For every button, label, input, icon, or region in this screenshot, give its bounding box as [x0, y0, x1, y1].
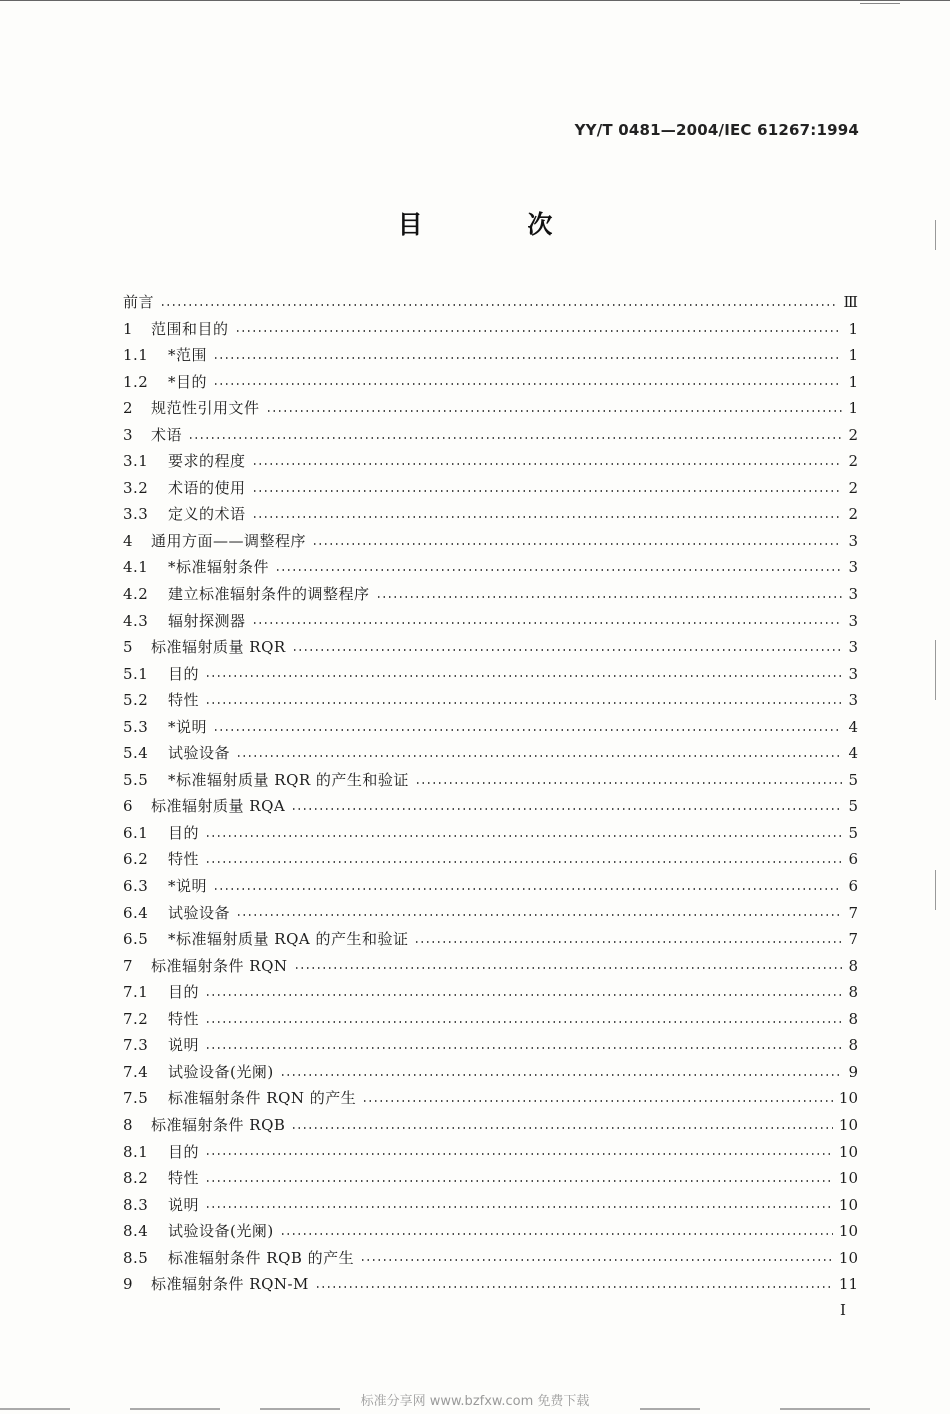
toc-dot-leader	[414, 941, 842, 943]
table-of-contents	[123, 289, 858, 1298]
toc-entry-title: 标准辐射质量 RQR	[151, 638, 286, 657]
toc-entry-title: 特性	[168, 1169, 200, 1188]
toc-entry-number: 4.3	[123, 611, 149, 630]
toc-entry-title: 标准辐射条件 RQN	[151, 956, 288, 975]
toc-entry-page: 6	[848, 850, 858, 869]
toc-entry-title: 标准辐射条件 RQN-M	[151, 1275, 309, 1294]
toc-dot-leader	[415, 782, 842, 784]
toc-entry-page: 2	[848, 452, 858, 471]
toc-entry-number: 3.3	[123, 505, 149, 524]
toc-entry[interactable]	[123, 661, 858, 688]
toc-dot-leader	[160, 304, 838, 306]
toc-entry-title: 要求的程度	[168, 452, 246, 471]
toc-dot-leader	[280, 1074, 842, 1076]
toc-entry-number: 5.2	[123, 691, 149, 710]
page-title: 目 次	[397, 210, 601, 239]
toc-entry[interactable]	[123, 369, 858, 396]
toc-entry-page: 1	[848, 319, 858, 338]
toc-dot-leader	[291, 808, 842, 810]
toc-entry[interactable]	[123, 1139, 858, 1166]
toc-dot-leader	[205, 1021, 842, 1023]
toc-entry-number: 5.3	[123, 717, 149, 736]
toc-entry-title: 试验设备	[168, 903, 231, 922]
toc-entry[interactable]	[123, 767, 858, 794]
toc-dot-leader	[188, 437, 842, 439]
toc-entry[interactable]	[123, 846, 858, 873]
toc-entry-title: 标准辐射条件 RQN 的产生	[168, 1089, 357, 1108]
toc-entry-number: 5.5	[123, 770, 149, 789]
toc-entry-title: *目的	[168, 372, 208, 391]
toc-entry-number: 5	[123, 638, 134, 657]
toc-entry-page: 2	[848, 505, 858, 524]
toc-entry-page: 3	[848, 558, 858, 577]
toc-entry[interactable]	[123, 1192, 858, 1219]
toc-dot-leader	[205, 1153, 833, 1155]
toc-dot-leader	[205, 994, 842, 996]
toc-entry-number: 6	[123, 797, 134, 816]
toc-entry-title: 说明	[168, 1036, 200, 1055]
toc-entry[interactable]	[123, 1165, 858, 1192]
toc-dot-leader	[294, 967, 843, 969]
scan-edge-bottom	[0, 1406, 950, 1412]
toc-dot-leader	[205, 835, 842, 837]
toc-entry-number: 9	[123, 1275, 134, 1294]
toc-entry[interactable]	[123, 448, 858, 475]
toc-entry-page: 10	[838, 1169, 858, 1188]
toc-entry-title: *标准辐射条件	[168, 558, 270, 577]
toc-entry-page: 4	[848, 717, 858, 736]
toc-entry-title: 标准辐射质量 RQA	[151, 797, 286, 816]
toc-entry[interactable]	[123, 316, 858, 343]
toc-dot-leader	[205, 861, 842, 863]
toc-entry[interactable]	[123, 1245, 858, 1272]
toc-entry-page: 1	[848, 399, 858, 418]
toc-entry-number: 5.1	[123, 664, 149, 683]
toc-entry-page: 9	[848, 1062, 858, 1081]
toc-entry-page: 5	[848, 823, 858, 842]
toc-entry[interactable]	[123, 634, 858, 661]
toc-entry-page: 4	[848, 744, 858, 763]
toc-entry-number: 3	[123, 425, 134, 444]
toc-entry-number: 6.2	[123, 850, 149, 869]
toc-entry[interactable]	[123, 608, 858, 635]
toc-entry-number: 7	[123, 956, 134, 975]
toc-entry-number: 1.1	[123, 346, 149, 365]
toc-dot-leader	[205, 1206, 833, 1208]
toc-entry-number: 8.4	[123, 1222, 149, 1241]
toc-dot-leader	[252, 490, 842, 492]
scan-edge-top	[0, 0, 950, 7]
toc-dot-leader	[280, 1233, 833, 1235]
toc-entry-title: 目的	[168, 1142, 200, 1161]
toc-entry-title: 通用方面——调整程序	[151, 531, 307, 550]
toc-dot-leader	[205, 1180, 833, 1182]
toc-entry-page: 8	[848, 983, 858, 1002]
toc-dot-leader	[291, 1127, 833, 1129]
toc-entry[interactable]	[123, 554, 858, 581]
toc-entry[interactable]	[123, 873, 858, 900]
toc-entry[interactable]	[123, 687, 858, 714]
toc-entry-number: 6.4	[123, 903, 149, 922]
toc-entry-number: 7.3	[123, 1036, 149, 1055]
toc-entry-page: 8	[848, 1036, 858, 1055]
toc-dot-leader	[236, 755, 842, 757]
toc-entry-title: 试验设备	[168, 744, 231, 763]
toc-entry-title: *说明	[168, 877, 208, 896]
toc-entry-title: 试验设备(光阑)	[168, 1222, 274, 1241]
toc-entry-page: 3	[848, 638, 858, 657]
toc-dot-leader	[292, 649, 842, 651]
toc-entry[interactable]	[123, 1032, 858, 1059]
toc-dot-leader	[362, 1100, 833, 1102]
toc-entry-number: 8.5	[123, 1248, 149, 1267]
toc-entry-number: 8.2	[123, 1169, 149, 1188]
toc-entry-number: 7.5	[123, 1089, 149, 1108]
toc-entry[interactable]	[123, 793, 858, 820]
toc-entry-title: 特性	[168, 691, 200, 710]
toc-entry-number: 8	[123, 1115, 134, 1134]
toc-entry-number: 7.1	[123, 983, 149, 1002]
toc-dot-leader	[360, 1259, 833, 1261]
toc-entry-title: 标准辐射条件 RQB 的产生	[168, 1248, 355, 1267]
toc-entry-page: 2	[848, 478, 858, 497]
toc-entry-title: 建立标准辐射条件的调整程序	[168, 585, 370, 604]
toc-entry[interactable]	[123, 475, 858, 502]
toc-entry[interactable]	[123, 1085, 858, 1112]
toc-entry-page: 1	[848, 346, 858, 365]
toc-entry-number: 1.2	[123, 372, 149, 391]
toc-dot-leader	[235, 330, 842, 332]
toc-entry-title: *范围	[168, 346, 208, 365]
toc-entry-page: 8	[848, 1009, 858, 1028]
toc-entry-title: 术语的使用	[168, 478, 246, 497]
toc-entry-title: 术语	[151, 425, 183, 444]
toc-dot-leader	[275, 569, 842, 571]
toc-entry-number: 7.4	[123, 1062, 149, 1081]
toc-entry-number: 7.2	[123, 1009, 149, 1028]
toc-entry-title: 前言	[123, 293, 155, 311]
toc-entry-title: 特性	[168, 850, 200, 869]
toc-entry[interactable]	[123, 1112, 858, 1139]
toc-entry-title: 定义的术语	[168, 505, 246, 524]
toc-dot-leader	[236, 914, 842, 916]
toc-entry-title: 目的	[168, 983, 200, 1002]
toc-entry-number: 1	[123, 319, 134, 338]
toc-entry-title: *说明	[168, 717, 208, 736]
page-number: I	[840, 1301, 846, 1319]
toc-dot-leader	[213, 888, 842, 890]
toc-entry-title: 目的	[168, 664, 200, 683]
toc-entry[interactable]	[123, 581, 858, 608]
toc-dot-leader	[205, 675, 842, 677]
toc-entry[interactable]	[123, 342, 858, 369]
toc-entry-title: 特性	[168, 1009, 200, 1028]
toc-dot-leader	[376, 596, 842, 598]
toc-dot-leader	[252, 622, 842, 624]
toc-entry[interactable]	[123, 1218, 858, 1245]
toc-entry-page: 7	[848, 903, 858, 922]
toc-dot-leader	[205, 702, 842, 704]
toc-entry[interactable]	[123, 528, 858, 555]
toc-entry[interactable]	[123, 1006, 858, 1033]
toc-entry-page: 7	[848, 930, 858, 949]
toc-entry-page: 8	[848, 956, 858, 975]
toc-entry-page: 10	[838, 1142, 858, 1161]
toc-entry-title: *标准辐射质量 RQR 的产生和验证	[168, 770, 409, 789]
toc-entry-title: 说明	[168, 1195, 200, 1214]
toc-entry-title: 目的	[168, 823, 200, 842]
toc-entry-page: 5	[848, 797, 858, 816]
standard-code: YY/T 0481—2004/IEC 61267:1994	[574, 121, 859, 139]
toc-entry-number: 8.3	[123, 1195, 149, 1214]
toc-entry-page: 10	[838, 1222, 858, 1241]
toc-entry-page: 1	[848, 372, 858, 391]
toc-entry-title: *标准辐射质量 RQA 的产生和验证	[168, 930, 409, 949]
toc-entry[interactable]	[123, 926, 858, 953]
toc-entry-number: 5.4	[123, 744, 149, 763]
toc-entry[interactable]	[123, 1271, 858, 1298]
toc-dot-leader	[266, 410, 842, 412]
toc-entry-page: 5	[848, 770, 858, 789]
toc-entry-number: 4.2	[123, 585, 149, 604]
toc-entry-number: 8.1	[123, 1142, 149, 1161]
toc-dot-leader	[252, 463, 842, 465]
toc-entry-page: 10	[838, 1115, 858, 1134]
toc-entry-page: Ⅲ	[843, 293, 858, 311]
toc-entry[interactable]	[123, 714, 858, 741]
toc-dot-leader	[213, 729, 842, 731]
toc-entry-page: 10	[838, 1195, 858, 1214]
toc-entry-title: 试验设备(光阑)	[168, 1062, 274, 1081]
toc-entry-page: 11	[838, 1275, 858, 1294]
toc-entry-number: 2	[123, 399, 134, 418]
toc-entry[interactable]	[123, 501, 858, 528]
toc-entry-page: 2	[848, 425, 858, 444]
toc-entry-page: 3	[848, 531, 858, 550]
toc-entry-number: 3.1	[123, 452, 149, 471]
toc-entry-number: 6.3	[123, 877, 149, 896]
toc-entry-number: 4.1	[123, 558, 149, 577]
toc-entry-title: 规范性引用文件	[151, 399, 260, 418]
toc-entry[interactable]	[123, 979, 858, 1006]
toc-entry[interactable]	[123, 900, 858, 927]
toc-entry-page: 3	[848, 664, 858, 683]
toc-entry[interactable]	[123, 289, 858, 316]
toc-dot-leader	[213, 383, 842, 385]
toc-entry-title: 辐射探测器	[168, 611, 246, 630]
toc-entry-number: 3.2	[123, 478, 149, 497]
toc-entry[interactable]	[123, 395, 858, 422]
toc-entry-page: 3	[848, 611, 858, 630]
toc-entry-number: 4	[123, 531, 134, 550]
toc-dot-leader	[252, 516, 842, 518]
toc-entry[interactable]	[123, 1059, 858, 1086]
toc-dot-leader	[205, 1047, 842, 1049]
toc-entry[interactable]	[123, 422, 858, 449]
toc-entry-title: 范围和目的	[151, 319, 229, 338]
toc-entry-page: 10	[838, 1248, 858, 1267]
toc-entry[interactable]	[123, 740, 858, 767]
toc-dot-leader	[315, 1286, 833, 1288]
footer-watermark: 标准分享网 www.bzfxw.com 免费下载	[360, 1394, 590, 1409]
toc-entry-page: 6	[848, 877, 858, 896]
toc-entry[interactable]	[123, 820, 858, 847]
toc-entry[interactable]	[123, 953, 858, 980]
toc-entry-page: 3	[848, 585, 858, 604]
toc-dot-leader	[213, 357, 842, 359]
toc-entry-title: 标准辐射条件 RQB	[151, 1115, 286, 1134]
toc-entry-number: 6.1	[123, 823, 149, 842]
toc-entry-page: 3	[848, 691, 858, 710]
toc-entry-number: 6.5	[123, 930, 149, 949]
toc-entry-page: 10	[838, 1089, 858, 1108]
toc-dot-leader	[312, 543, 842, 545]
